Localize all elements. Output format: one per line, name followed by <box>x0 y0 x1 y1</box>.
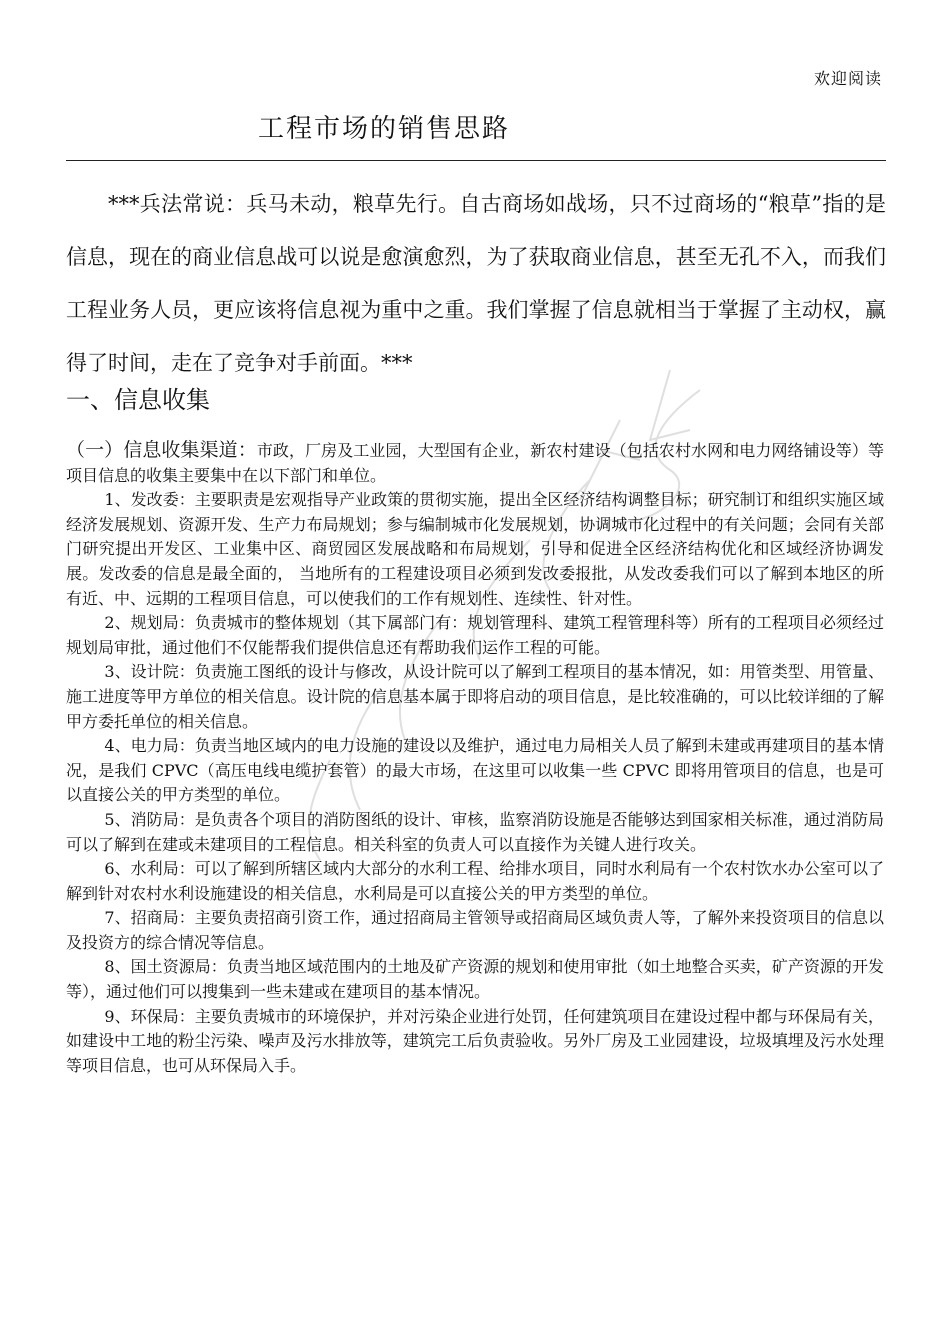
section-heading: 一、信息收集 <box>66 386 210 414</box>
list-item: 2、规划局：负责城市的整体规划（其下属部门有：规划管理科、建筑工程管理科等）所有的工程项目必须经过规划局审批，通过他们不仅能帮我们提供信息还有帮助我们运作工程的可能。 <box>66 613 884 657</box>
list-item: 8、国土资源局：负责当地区域范围内的土地及矿产资源的规划和使用审批（如土地整合买卖，矿产资源的开发等），通过他们可以搜集到一些未建或在建项目的基本情况。 <box>66 957 884 1002</box>
list-item: 7、招商局：主要负责招商引资工作，通过招商局主管领导或招商局区域负责人等，了解外来投资项目的信息以及投资方的综合情况等信息。 <box>66 908 884 952</box>
list-item: 6、水利局：可以了解到所辖区域内大部分的水利工程、给排水项目，同时水利局有一个农村饮水办公室可以了解到针对农村水利设施建设的相关信息，水利局是可以直接公关的甲方类型的单位。 <box>66 859 884 903</box>
channels-heading: （一）信息收集渠道： <box>66 439 257 461</box>
list-item: 9、环保局：主要负责城市的环境保护，并对污染企业进行处罚，任何建筑项目在建设过程中都与环保局有关，如建设中工地的粉尘污染、噪声及污水排放等，建筑完工后负责验收。另外厂房及工业园建设，垃圾填埋及污水处理等项目信息，也可从环保局入手。 <box>66 1006 884 1075</box>
section-body <box>66 438 884 1078</box>
channels-paragraph <box>66 438 884 488</box>
list-item: 4、电力局：负责当地区域内的电力设施的建设以及维护，通过电力局相关人员了解到未建或再建项目的基本情况，是我们 CPVC（高压电线电缆护套管）的最大市场，在这里可以收集一些 CPVC 即将用管项目的信息，也是可以直接公关的甲方类型的单位。 <box>66 736 884 805</box>
list-item: 1、发改委：主要职责是宏观指导产业政策的贯彻实施，提出全区经济结构调整目标；研究制订和组织实施区域经济发展规划、资源开发、生产力布局规划；参与编制城市化发展规划，协调城市化过程中的有关问题；会同有关部门研究提出开发区、工业集中区、商贸园区发展战略和布局规划，引导和促进全区经济结构优化和区域经济协调发展。发改委的信息是最全面的， 当地所有的工程建设项目必须到发改委报批，从发改委我们可以了解到本地区的所有近、中、远期的工程项目信息，可以使我们的工作有规划性、连续性、针对性。 <box>66 490 884 608</box>
title-divider <box>66 160 886 161</box>
document-title: 工程市场的销售思路 <box>258 114 511 144</box>
header-note: 欢迎阅读 <box>813 69 882 88</box>
channels-text: 市政，厂房及工业园，大型国有企业，新农村建设（包括农村水网和电力网络铺设等）等项目信息的收集主要集中在以下部门和单位。 <box>66 441 884 485</box>
list-item: 5、消防局：是负责各个项目的消防图纸的设计、审核，监察消防设施是否能够达到国家相关标准，通过消防局可以了解到在建或未建项目的工程信息。相关科室的负责人可以直接作为关键人进行攻关。 <box>66 809 884 854</box>
list-item: 3、设计院：负责施工图纸的设计与修改，从设计院可以了解到工程项目的基本情况，如：用管类型、用管量、施工进度等甲方单位的相关信息。设计院的信息基本属于即将启动的项目信息，是比较准确的，可以比较详细的了解甲方委托单位的相关信息。 <box>66 662 884 731</box>
intro-paragraph: ***兵法常说：兵马未动，粮草先行。自古商场如战场，只不过商场的“粮草”指的是信息，现在的商业信息战可以说是愈演愈烈，为了获取商业信息，甚至无孔不入，而我们工程业务人员，更应该将信息视为重中之重。我们掌握了信息就相当于掌握了主动权，赢得了时间，走在了竞争对手前面。*** <box>66 192 886 375</box>
